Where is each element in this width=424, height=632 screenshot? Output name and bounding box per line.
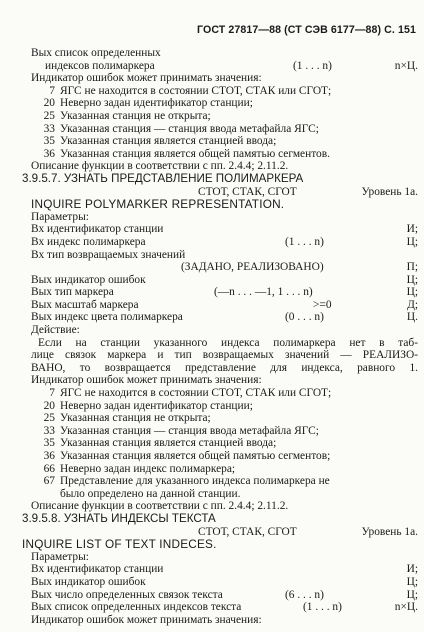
error-item: 35 Указанная станция является станцией ввода; bbox=[43, 437, 277, 450]
error-intro: Индикатор ошибок может принимать значения: bbox=[31, 374, 262, 387]
error-item: 25 Указанная станция не открыта; bbox=[43, 109, 211, 122]
section-state-line: СТОТ, СТАК, СГОТ Уровень 1а. bbox=[198, 185, 418, 198]
error-list bbox=[31, 85, 418, 161]
error-item: 20 Неверно задан идентификатор станции; bbox=[43, 399, 253, 412]
error-item: 33 Указанная станция — станция ввода метафайла ЯГС; bbox=[43, 122, 319, 135]
output-row: Вых масштаб маркера >=0 Д; bbox=[31, 298, 418, 311]
error-item: 7 ЯГС не находится в состоянии СТОТ, СТАК или СГОТ; bbox=[49, 387, 332, 400]
param-row: Вх идентификатор станции И; bbox=[31, 563, 418, 576]
error-item: 20 Неверно задан идентификатор станции; bbox=[43, 97, 253, 110]
section-title: 3.9.5.7. УЗНАТЬ ПРЕДСТАВЛЕНИЕ ПОЛИМАРКЕРА bbox=[22, 171, 304, 185]
param-row: Вых список определенных индексов текста (1 . . . n) n×Ц. bbox=[31, 601, 418, 614]
param-row: Вых индикатор ошибок Ц; bbox=[31, 575, 418, 588]
page-content bbox=[22, 47, 418, 626]
param-row: Вых число определенных связок текста (6 . . . n) Ц; bbox=[31, 588, 418, 601]
error-intro: Индикатор ошибок может принимать значения: bbox=[31, 72, 262, 85]
param-row: Вх индекс полимаркера (1 . . . n) Ц; bbox=[31, 235, 418, 248]
action-text: лице связок маркера и тип возвращаемых значений — РЕАЛИЗО- bbox=[31, 349, 418, 362]
output-row: Вых индикатор ошибок Ц; bbox=[31, 273, 418, 286]
params-label: Параметры: bbox=[31, 550, 89, 563]
text-line: Вых список определенных bbox=[31, 47, 161, 59]
section-english-title: INQUIRE LIST OF TEXT INDECES. bbox=[22, 537, 217, 552]
param-row: Вх идентификатор станции И; bbox=[31, 223, 418, 236]
error-item: 35 Указанная станция является станцией ввода; bbox=[43, 135, 277, 148]
error-item: 7 ЯГС не находится в состоянии СТОТ, СТАК или СГОТ; bbox=[49, 84, 332, 97]
action-text: ВАНО, то возвращается представление для индекса, равного 1. bbox=[31, 361, 418, 374]
section-title: 3.9.5.8. УЗНАТЬ ИНДЕКСЫ ТЕКСТА bbox=[22, 511, 216, 525]
section-english-title: INQUIRE POLYMARKER REPRESENTATION. bbox=[31, 197, 285, 212]
error-intro: Индикатор ошибок может принимать значения: bbox=[31, 613, 262, 626]
error-item: 66 Неверно задан индекс полимаркера; bbox=[43, 462, 236, 475]
error-item: 67 Представление для указанного индекса полимаркера не bbox=[43, 475, 330, 488]
error-item: 36 Указанная станция является общей памятью сегментов. bbox=[43, 147, 330, 160]
error-item-continuation: было определено на данной станции. bbox=[60, 487, 241, 500]
error-list bbox=[31, 387, 418, 500]
error-item: 36 Указанная станция является общей памятью сегментов; bbox=[43, 450, 331, 462]
error-item: 33 Указанная станция — станция ввода метафайла ЯГС; bbox=[43, 424, 319, 437]
action-label: Действие: bbox=[31, 324, 80, 337]
error-item: 25 Указанная станция не открыта; bbox=[43, 412, 211, 425]
description-line: Описание функции в соответствии с пп. 2.4.4; 2.11.2. bbox=[31, 160, 289, 173]
param-row: индексов полимаркера (1 . . . n) n×Ц. bbox=[45, 59, 418, 72]
output-row: Вых индекс цвета полимаркера (0 . . . n) Ц. bbox=[31, 311, 418, 324]
output-row: Вых тип маркера (—n . . . —1, 1 . . . n) Ц; bbox=[31, 286, 418, 299]
description-line: Описание функции в соответствии с пп. 2.4.4; 2.11.2. bbox=[31, 500, 289, 513]
page-header: ГОСТ 27817—88 (СТ СЭВ 6177—88) С. 151 bbox=[197, 24, 416, 36]
section-state-line: СТОТ, СТАК, СГОТ Уровень 1а. bbox=[198, 525, 418, 538]
action-text: Если на станции указанного индекса полимаркера нет в таб- bbox=[38, 336, 418, 349]
params-label: Параметры: bbox=[31, 210, 89, 223]
param-row: Вх тип возвращаемых значений bbox=[31, 248, 186, 261]
param-enum-row: (ЗАДАНО, РЕАЛИЗОВАНО) П; bbox=[181, 261, 418, 274]
